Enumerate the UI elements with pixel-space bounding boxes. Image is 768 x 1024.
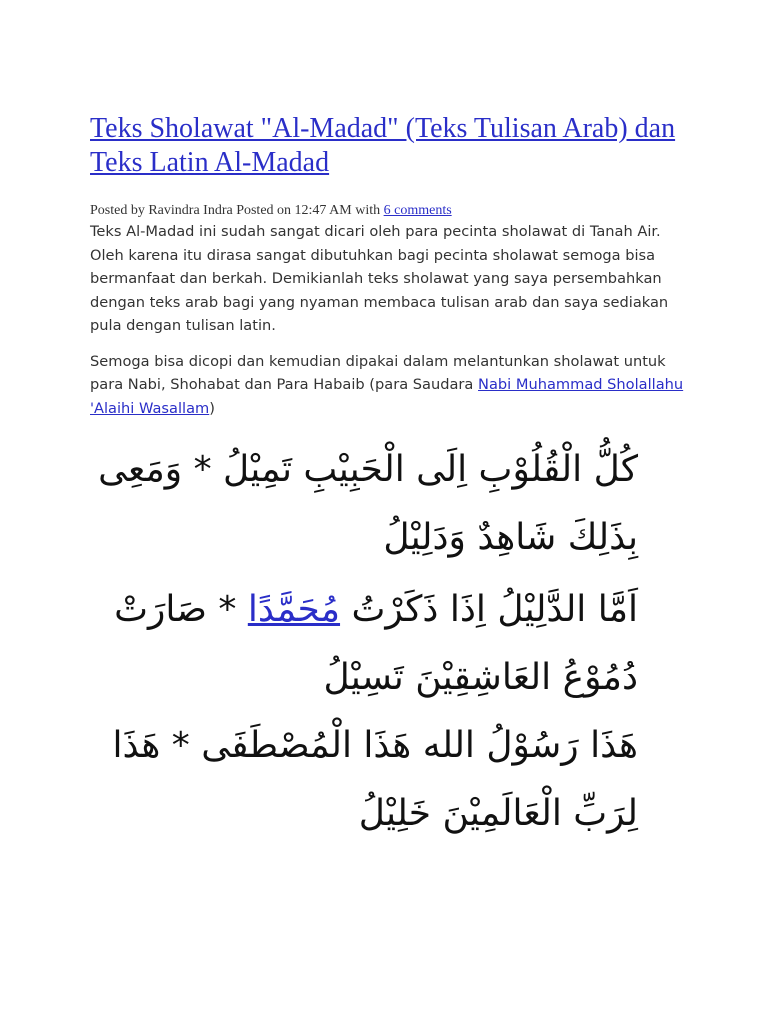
nabi-muhammad-link[interactable]: Nabi Muhammad Sholallahu 'Alaihi Wasallam [90, 376, 684, 417]
arabic-verse-2 [90, 576, 638, 712]
arabic-verse-2-end: * صَارَتْ دُمُوْعُ العَاشِقِيْنَ تَسِيْلُ [114, 589, 638, 698]
intro-paragraph: Teks Al-Madad ini sudah sangat dicari oleh para pecinta sholawat di Tanah Air. Oleh karena itu dirasa sangat dibutuhkan bagi pecinta sholawat semoga bisa bermanfaat dan berkah. Demikianlah teks sholawat yang saya persembahkan dengan teks arab bagi yang nyaman membaca tulisan arab dan saya sediakan pula dengan tulisan latin. [90, 223, 669, 334]
arabic-verse-3: هَذَا رَسُوْلُ الله هَذَا الْمُصْطَفَى * هَذَا لِرَبِّ الْعَالَمِيْنَ خَلِيْلُ [112, 725, 638, 834]
arabic-verse-1: كُلُّ الْقُلُوْبِ اِلَى الْحَبِيْبِ تَمِيْلُ * وَمَعِى بِذَلِكَ شَاهِدٌ وَدَلِيْلُ [98, 449, 638, 558]
arabic-verse-2-start: اَمَّا الدَّلِيْلُ اِذَا ذَكَرْتُ [340, 589, 638, 630]
muhammad-arabic-link[interactable]: مُحَمَّدًا [247, 589, 341, 630]
second-paragraph [90, 350, 690, 421]
comments-link[interactable]: 6 comments [383, 203, 452, 218]
second-paragraph-text: Semoga bisa dicopi dan kemudian dipakai dalam melantunkan sholawat untuk para Nabi, Shohabat dan Para Habaib (para Saudara [90, 352, 666, 393]
second-paragraph-suffix: ) [209, 399, 215, 417]
post-meta-text: Posted by Ravindra Indra Posted on 12:47 AM with [90, 203, 384, 218]
post-container [90, 112, 690, 848]
post-meta [90, 202, 690, 220]
post-title-link[interactable]: Teks Sholawat "Al-Madad" (Teks Tulisan Arab) dan Teks Latin Al-Madad [90, 113, 676, 178]
